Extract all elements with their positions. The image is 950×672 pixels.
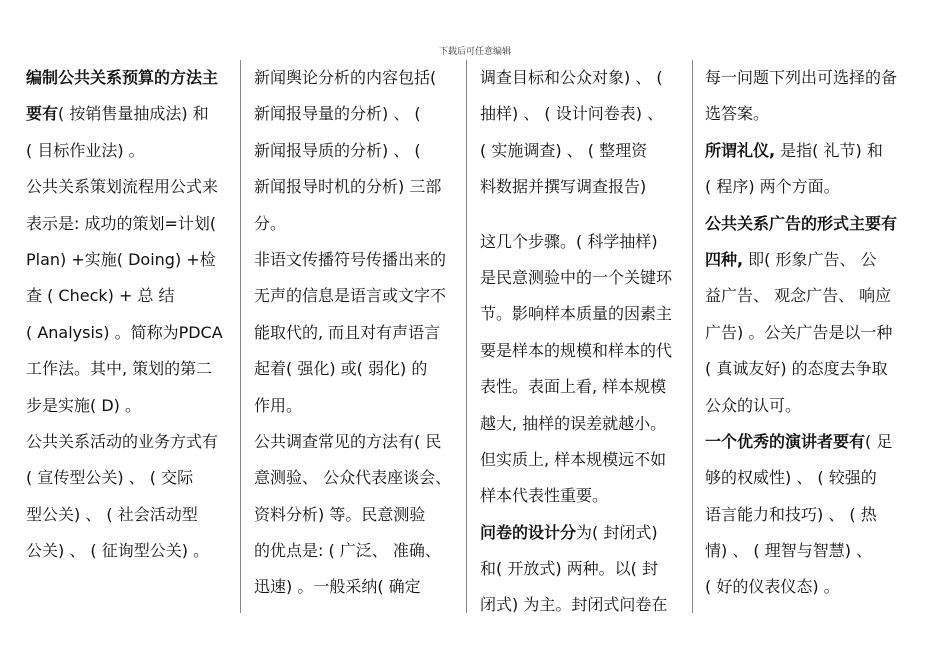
text-line (26, 96, 236, 132)
text-line (480, 587, 690, 623)
text-segment: 起着( 强化) 或( 弱化) 的 (254, 359, 428, 379)
text-segment: 型公关) 、 ( 社会活动型 (26, 504, 198, 524)
text-line (705, 460, 920, 496)
text-line (705, 206, 920, 242)
text-segment: ( 好的仪表仪态) 。 (705, 577, 840, 597)
text-line (480, 515, 690, 551)
text-segment: ( 程序) 两个方面。 (705, 177, 840, 197)
text-segment: ( 真诚友好) 的态度去争取 (705, 359, 888, 379)
text-segment: 公共关系策划流程用公式来 (26, 177, 219, 197)
text-segment: 无声的信息是语言或文字不 (254, 286, 447, 306)
text-line (26, 60, 236, 96)
bold-text: 编制公共关系预算的方法主 (26, 68, 219, 87)
column-divider (466, 60, 467, 613)
page-header: 下载后可任意编辑 (438, 47, 511, 57)
text-segment: 和( 开放式) 两种。以( 封 (480, 559, 658, 579)
text-line (705, 424, 920, 460)
text-line (480, 333, 690, 369)
text-segment: 新闻报导量的分析) 、 ( (254, 104, 421, 124)
text-line (254, 96, 464, 132)
text-segment: 步是实施( D) 。 (26, 395, 141, 415)
text-line (254, 60, 464, 96)
text-segment: 表示是: 成功的策划=计划( (26, 213, 217, 233)
text-segment: ( 按销售量抽成法) 和 (58, 104, 209, 124)
text-column-3-part-1 (480, 60, 690, 206)
text-line (705, 242, 920, 278)
text-segment: 这几个步骤。( 科学抽样) (480, 231, 658, 251)
text-line (254, 497, 464, 533)
text-segment: 是指( 礼节) 和 (775, 140, 883, 160)
text-segment: 闭式) 为主。封闭式问卷在 (480, 595, 668, 615)
text-line (254, 315, 464, 351)
text-line (26, 497, 236, 533)
text-segment: ( 目标作业法) 。 (26, 140, 145, 160)
text-segment: 选答案。 (705, 104, 770, 124)
text-segment: 益广告、 观念广告、 响应 (705, 286, 892, 306)
text-line (480, 442, 690, 478)
text-line (480, 369, 690, 405)
text-segment: 节。影响样本质量的因素主 (480, 304, 673, 324)
text-line (26, 278, 236, 314)
text-line (480, 260, 690, 296)
text-segment: 广告) 。公关广告是以一种 (705, 322, 893, 342)
bold-text: 要有 (26, 104, 59, 124)
text-segment: 新闻舆论分析的内容包括( (254, 68, 437, 87)
text-line (26, 424, 236, 460)
text-segment: 情) 、 ( 理智与智慧) 、 (705, 541, 873, 561)
text-line (254, 169, 464, 205)
paragraph-gap (480, 206, 690, 224)
text-segment: 语言能力和技巧) 、 ( 热 (705, 504, 877, 524)
text-segment: 公关) 、 ( 征询型公关) 。 (26, 541, 210, 561)
text-segment: 非语文传播符号传播出来的 (254, 249, 447, 269)
bold-text: 问卷的设计分 (480, 522, 577, 542)
text-segment: 能取代的, 而且对有声语言 (254, 322, 441, 342)
text-column-3 (480, 60, 690, 624)
text-line (480, 224, 690, 260)
text-line (254, 351, 464, 387)
text-line (254, 569, 464, 605)
text-line (705, 497, 920, 533)
text-segment: 抽样) 、 ( 设计问卷表) 、 (480, 104, 664, 124)
text-line (705, 169, 920, 205)
text-line (480, 406, 690, 442)
text-segment: 料数据并撰写调查报告) (480, 177, 647, 197)
text-line (480, 296, 690, 332)
text-line (480, 551, 690, 587)
text-segment: 意测验、 公众代表座谈会、 (254, 468, 452, 488)
text-line (26, 242, 236, 278)
text-column-1 (26, 60, 236, 569)
text-segment: 要是样本的规模和样本的代 (480, 340, 673, 360)
text-line (26, 533, 236, 569)
text-segment: ( 足 (865, 431, 893, 451)
text-segment: 每一问题下列出可选择的备 (705, 68, 898, 87)
text-line (26, 206, 236, 242)
text-line (705, 60, 920, 96)
text-column-2 (254, 60, 464, 606)
text-column-3-part-2 (480, 224, 690, 624)
bold-text: 公共关系广告的形式主要有 (705, 213, 898, 233)
text-line (26, 388, 236, 424)
column-divider (692, 60, 693, 613)
text-segment: 资料分析) 等。民意测验 (254, 504, 426, 524)
text-line (480, 133, 690, 169)
bold-text: 四种, (705, 249, 744, 269)
text-segment: 够的权威性) 、 ( 较强的 (705, 468, 877, 488)
text-segment: 越大, 抽样的误差就越小。 (480, 413, 667, 433)
text-line (705, 133, 920, 169)
text-segment: 的优点是: ( 广泛、 准确、 (254, 541, 441, 561)
text-segment: 公共调查常见的方法有( 民 (254, 431, 442, 451)
text-segment: 查 ( Check) + 总 结 (26, 286, 175, 306)
text-line (480, 96, 690, 132)
text-line (254, 424, 464, 460)
text-segment: 公众的认可。 (705, 395, 802, 415)
text-line (254, 278, 464, 314)
text-segment: ( 实施调查) 、 ( 整理资 (480, 140, 648, 160)
text-segment: Plan) +实施( Doing) +检 (26, 249, 216, 269)
text-line (254, 242, 464, 278)
text-line (480, 60, 690, 96)
text-line (26, 169, 236, 205)
text-segment: 是民意测验中的一个关键环 (480, 267, 673, 287)
text-segment: 新闻报导质的分析) 、 ( (254, 140, 421, 160)
text-segment: 为( 封闭式) (576, 522, 658, 542)
text-segment: 但实质上, 样本规模远不如 (480, 449, 667, 469)
text-line (705, 351, 920, 387)
bold-text: 所谓礼仪, (705, 140, 776, 160)
text-segment: 表性。表面上看, 样本规模 (480, 377, 667, 397)
text-line (480, 478, 690, 514)
text-segment: 工作法。其中, 策划的第二 (26, 359, 213, 379)
text-line (26, 133, 236, 169)
text-line (26, 460, 236, 496)
text-line (705, 315, 920, 351)
text-line (254, 133, 464, 169)
text-line (705, 533, 920, 569)
text-line (705, 388, 920, 424)
bold-text: 一个优秀的演讲者要有 (705, 431, 866, 451)
text-segment: 调查目标和公众对象) 、 ( (480, 68, 663, 87)
text-line (254, 533, 464, 569)
text-line (254, 460, 464, 496)
text-segment: ( Analysis) 。简称为PDCA (26, 322, 223, 342)
text-column-4 (705, 60, 920, 606)
text-segment: 新闻报导时机的分析) 三部 (254, 177, 442, 197)
text-segment: 分。 (254, 213, 287, 233)
text-segment: 作用。 (254, 395, 303, 415)
column-divider (240, 60, 241, 613)
text-segment: 即( 形象广告、 公 (743, 249, 877, 269)
text-line (705, 278, 920, 314)
text-line (26, 315, 236, 351)
text-line (705, 96, 920, 132)
text-segment: 迅速) 。一般采纳( 确定 (254, 577, 421, 597)
text-segment: ( 宣传型公关) 、 ( 交际 (26, 468, 194, 488)
text-segment: 样本代表性重要。 (480, 486, 609, 506)
text-line (254, 388, 464, 424)
text-line (480, 169, 690, 205)
text-segment: 公共关系活动的业务方式有 (26, 431, 219, 451)
text-line (26, 351, 236, 387)
text-line (254, 206, 464, 242)
text-line (705, 569, 920, 605)
